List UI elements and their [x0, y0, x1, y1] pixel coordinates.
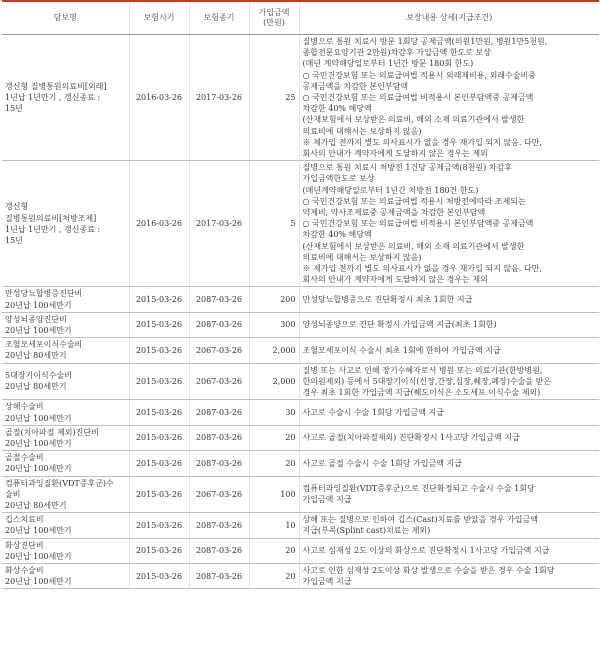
coverage-detail-line: 경우 최초 1회한 가입금액 지급(췌도이식은 소도세포 이식수술 제외)	[302, 388, 541, 398]
table-row	[2, 35, 599, 161]
amount-cell: 200	[249, 287, 299, 312]
coverage-name-cell	[2, 451, 129, 476]
coverage-name-cell	[2, 161, 129, 287]
coverage-detail-line: (매년 계약해당일로부터 1년간 방문 180회 한도)	[302, 59, 474, 69]
coverage-detail-cell	[299, 312, 599, 337]
start-date-cell: 2015-03-26	[129, 513, 189, 538]
header-start-date: 보험시기	[129, 1, 189, 35]
coverage-name-line: 20년납 100세만기	[5, 551, 72, 561]
table-row	[2, 363, 599, 400]
coverage-name-line: 15년	[5, 104, 23, 114]
coverage-name-line: 20년납 100세만기	[5, 526, 72, 536]
coverage-name-cell	[2, 400, 129, 425]
amount-cell: 2,000	[249, 338, 299, 363]
coverage-detail-line: 가입금액한도로 보상	[302, 174, 375, 184]
amount-cell: 20	[249, 425, 299, 450]
coverage-name-line: 20년납 100세만기	[5, 413, 72, 423]
coverage-name-line: 20년납 100세만기	[5, 326, 72, 336]
coverage-name-line: 갱신형	[5, 202, 29, 212]
coverage-detail-cell	[299, 513, 599, 538]
table-row	[2, 451, 599, 476]
coverage-name-line: 20년납 80세만기	[5, 500, 67, 510]
coverage-detail-line: (매년계약해당일로부터 1년간 처방전 180건 한도)	[302, 185, 479, 195]
amount-cell: 10	[249, 513, 299, 538]
coverage-name-line: 질병통원의료비[처방조제]	[5, 213, 97, 223]
coverage-detail-line: ※ 제가입 전까지 별도 의사표시가 없을 경우 재가입 되지 않음. 다만,	[302, 137, 542, 147]
coverage-name-line: 20년납 80세만기	[5, 351, 67, 361]
coverage-name-line: 조혈모세포이식수술비	[5, 340, 83, 350]
coverage-name-cell	[2, 363, 129, 400]
coverage-detail-line: 회사의 안내가 계약자에게 도달하지 않은 경우는 제외	[302, 149, 488, 159]
start-date-cell: 2016-03-26	[129, 35, 189, 161]
table-row	[2, 513, 599, 538]
coverage-detail-line: (산재보험에서 보상받은 의료비, 해외 소재 의료기관에서 발생한	[302, 115, 525, 125]
start-date-cell: 2015-03-26	[129, 451, 189, 476]
end-date-cell: 2087-03-26	[189, 538, 249, 563]
coverage-name-cell	[2, 338, 129, 363]
coverage-name-cell	[2, 312, 129, 337]
coverage-name-line: 1년납 1년만기 , 갱신종료 :	[5, 93, 101, 103]
coverage-detail-line: 양성뇌종양으로 진단 확정시 가입금액 지급(최초 1회한)	[302, 320, 497, 330]
header-amount-line1: 가입금액	[258, 8, 290, 17]
coverage-name-line: 술비	[5, 489, 21, 499]
amount-cell: 5	[249, 161, 299, 287]
amount-cell: 100	[249, 476, 299, 513]
table-row	[2, 312, 599, 337]
end-date-cell: 2087-03-26	[189, 400, 249, 425]
coverage-detail-line: 회사의 안내가 계약자에게 도달하지 않은 경우는 제외	[302, 275, 488, 285]
coverage-name-line: 깁스치료비	[5, 515, 44, 525]
end-date-cell: 2087-03-26	[189, 312, 249, 337]
coverage-detail-line: 의료비에 대해서는 보상하지 않음)	[302, 252, 422, 262]
coverage-table	[2, 0, 599, 589]
table-row	[2, 161, 599, 287]
coverage-name-line: 만성당뇨합병증진단비	[5, 289, 83, 299]
coverage-detail-cell	[299, 563, 599, 588]
coverage-detail-line: 의료비에 대해서는 보상하지 않음)	[302, 126, 422, 136]
amount-cell: 30	[249, 400, 299, 425]
end-date-cell: 2087-03-26	[189, 513, 249, 538]
header-amount-line2: (만원)	[263, 18, 285, 27]
coverage-detail-line: 공제금액을 차감한 본인부담액	[302, 81, 409, 91]
coverage-detail-cell	[299, 476, 599, 513]
coverage-detail-line: 질병으로 통원 치료시 처방전 1건당 공제금액(8천원) 차감후	[302, 163, 512, 173]
header-coverage-name: 담보명	[2, 1, 129, 35]
coverage-name-line: 상해수술비	[5, 402, 44, 412]
amount-cell: 20	[249, 538, 299, 563]
end-date-cell: 2067-03-26	[189, 338, 249, 363]
end-date-cell: 2087-03-26	[189, 451, 249, 476]
start-date-cell: 2015-03-26	[129, 312, 189, 337]
coverage-detail-line: 지급(부목(Splint cast)치료는 제외)	[302, 526, 431, 536]
coverage-detail-line: ○ 국민건강보험 또는 의료급여법 비적용시 본인부담액중 공제금액	[302, 93, 534, 103]
table-row	[2, 476, 599, 513]
start-date-cell: 2015-03-26	[129, 538, 189, 563]
table-row	[2, 287, 599, 312]
table-row	[2, 400, 599, 425]
start-date-cell: 2015-03-26	[129, 476, 189, 513]
header-amount	[249, 1, 299, 35]
end-date-cell: 2087-03-26	[189, 563, 249, 588]
coverage-detail-line: 사고로 심재성 2도 이상의 화상으로 진단확정시 1사고당 가입금액 지급	[302, 546, 550, 556]
end-date-cell: 2087-03-26	[189, 287, 249, 312]
coverage-detail-line: 사고로 골절(치아파절제외) 진단확정시 1사고당 가입금액 지급	[302, 433, 520, 443]
coverage-name-line: 20년납 100세만기	[5, 300, 72, 310]
coverage-name-line: 20년납 80세만기	[5, 382, 67, 392]
amount-cell: 20	[249, 451, 299, 476]
start-date-cell: 2015-03-26	[129, 563, 189, 588]
coverage-name-cell	[2, 476, 129, 513]
table-header	[2, 1, 599, 35]
coverage-detail-line: ※ 제가입 전까지 별도 의사표시가 없을 경우 재가입 되지 않음. 다만,	[302, 264, 542, 274]
coverage-name-line: 15년	[5, 236, 23, 246]
coverage-name-line: 5대장기이식수술비	[5, 371, 72, 381]
coverage-name-line: 20년납 100세만기	[5, 438, 72, 448]
coverage-detail-line: 만성당뇨합병증으로 진단확정시 최초 1회한 지급	[302, 295, 473, 305]
coverage-detail-cell	[299, 400, 599, 425]
coverage-detail-line: 질병 또는 사고로 인해 장기수혜자로서 병원 또는 의료기관(한방병원,	[302, 365, 543, 375]
table-row	[2, 338, 599, 363]
coverage-detail-cell	[299, 425, 599, 450]
coverage-detail-line: 한의원제외) 등에서 5대장기이식(신장,간장,심장,췌장,폐장)수술을 받은	[302, 376, 552, 386]
end-date-cell: 2067-03-26	[189, 476, 249, 513]
coverage-detail-line: 종합전문요양기관 2만원)차감후 가입금액 한도로 보상	[302, 48, 491, 58]
coverage-detail-line: 가입금액 지급	[302, 495, 352, 505]
table-body	[2, 35, 599, 589]
coverage-detail-cell	[299, 363, 599, 400]
table-row	[2, 563, 599, 588]
coverage-detail-line: 조혈모세포이식 수술시 최초 1회에 한하여 가입금액 지급	[302, 345, 501, 355]
coverage-name-line: 화상진단비	[5, 540, 44, 550]
coverage-name-line: 컴퓨터과잉질환(VDT증후군)수	[5, 478, 114, 488]
coverage-detail-cell	[299, 161, 599, 287]
header-detail: 보장내용 상세(지급조건)	[299, 1, 599, 35]
start-date-cell: 2016-03-26	[129, 161, 189, 287]
end-date-cell: 2017-03-26	[189, 35, 249, 161]
coverage-detail-line: 가입금액 지급	[302, 577, 352, 587]
coverage-detail-line: 컴퓨터과잉질환(VDT증후군)으로 진단확정되고 수술시 수술 1회당	[302, 484, 535, 494]
coverage-detail-line: 사고로 인한 심재성 2도이상 화상 발생으로 수술을 받은 경우 수술 1회당	[302, 565, 555, 575]
table-row	[2, 538, 599, 563]
coverage-name-cell	[2, 538, 129, 563]
coverage-name-cell	[2, 35, 129, 161]
coverage-detail-line: 상해 또는 질병으로 인하여 깁스(Cast)치료를 받았을 경우 가입금액	[302, 515, 538, 525]
coverage-name-line: 화상수술비	[5, 565, 44, 575]
coverage-name-line: 20년납 100세만기	[5, 577, 72, 587]
coverage-detail-line: 사고로 골절 수술시 수술 1회당 가입금액 지급	[302, 458, 462, 468]
coverage-detail-line: 차감한 40% 해당액	[302, 230, 372, 240]
coverage-detail-line: 차감한 40% 해당액	[302, 104, 372, 114]
start-date-cell: 2015-03-26	[129, 425, 189, 450]
coverage-name-cell	[2, 287, 129, 312]
coverage-detail-cell	[299, 35, 599, 161]
start-date-cell: 2015-03-26	[129, 400, 189, 425]
end-date-cell: 2017-03-26	[189, 161, 249, 287]
coverage-name-cell	[2, 563, 129, 588]
start-date-cell: 2015-03-26	[129, 287, 189, 312]
coverage-name-line: 갱신형 질병통원의료비[외래]	[5, 81, 107, 91]
start-date-cell: 2015-03-26	[129, 363, 189, 400]
coverage-name-line: 20년납 100세만기	[5, 464, 72, 474]
coverage-detail-line: ○ 국민건강보험 또는 의료급여법 적용시 외래제비용, 외래수술비중	[302, 70, 536, 80]
amount-cell: 300	[249, 312, 299, 337]
coverage-name-line: 골절수술비	[5, 453, 44, 463]
coverage-name-cell	[2, 425, 129, 450]
coverage-detail-line: 사고로 수술시 수술 1회당 가입금액 지급	[302, 407, 444, 417]
end-date-cell: 2067-03-26	[189, 363, 249, 400]
coverage-detail-line: 약제비, 약사조제료중 공제금액을 차감한 본인부담액	[302, 208, 486, 218]
amount-cell: 20	[249, 563, 299, 588]
coverage-name-line: 골절(치아파절 제외)진단비	[5, 427, 99, 437]
coverage-detail-line: ○ 국민건강보험 또는 의료급여법 적용시 처방전에따라 조제되는	[302, 196, 526, 206]
end-date-cell: 2087-03-26	[189, 425, 249, 450]
amount-cell: 25	[249, 35, 299, 161]
coverage-detail-line: (산재보험에서 보상받은 의료비, 해외 소재 의료기관에서 발생한	[302, 241, 525, 251]
coverage-detail-cell	[299, 287, 599, 312]
coverage-name-cell	[2, 513, 129, 538]
coverage-detail-cell	[299, 538, 599, 563]
coverage-detail-line: 질병으로 통원 치료시 방문 1회당 공제금액(의원1만원, 병원1만5천원,	[302, 37, 548, 46]
coverage-detail-cell	[299, 451, 599, 476]
coverage-detail-line: ○ 국민건강보험 또는 의료급여법 비적용시 본인부담액중 공제금액	[302, 219, 534, 229]
table-row	[2, 425, 599, 450]
coverage-name-line: 양성뇌종양진단비	[5, 314, 67, 324]
coverage-name-line: 1년납 1년만기 , 갱신종료 :	[5, 224, 101, 234]
amount-cell: 2,000	[249, 363, 299, 400]
start-date-cell: 2015-03-26	[129, 338, 189, 363]
coverage-detail-cell	[299, 338, 599, 363]
header-end-date: 보험종기	[189, 1, 249, 35]
